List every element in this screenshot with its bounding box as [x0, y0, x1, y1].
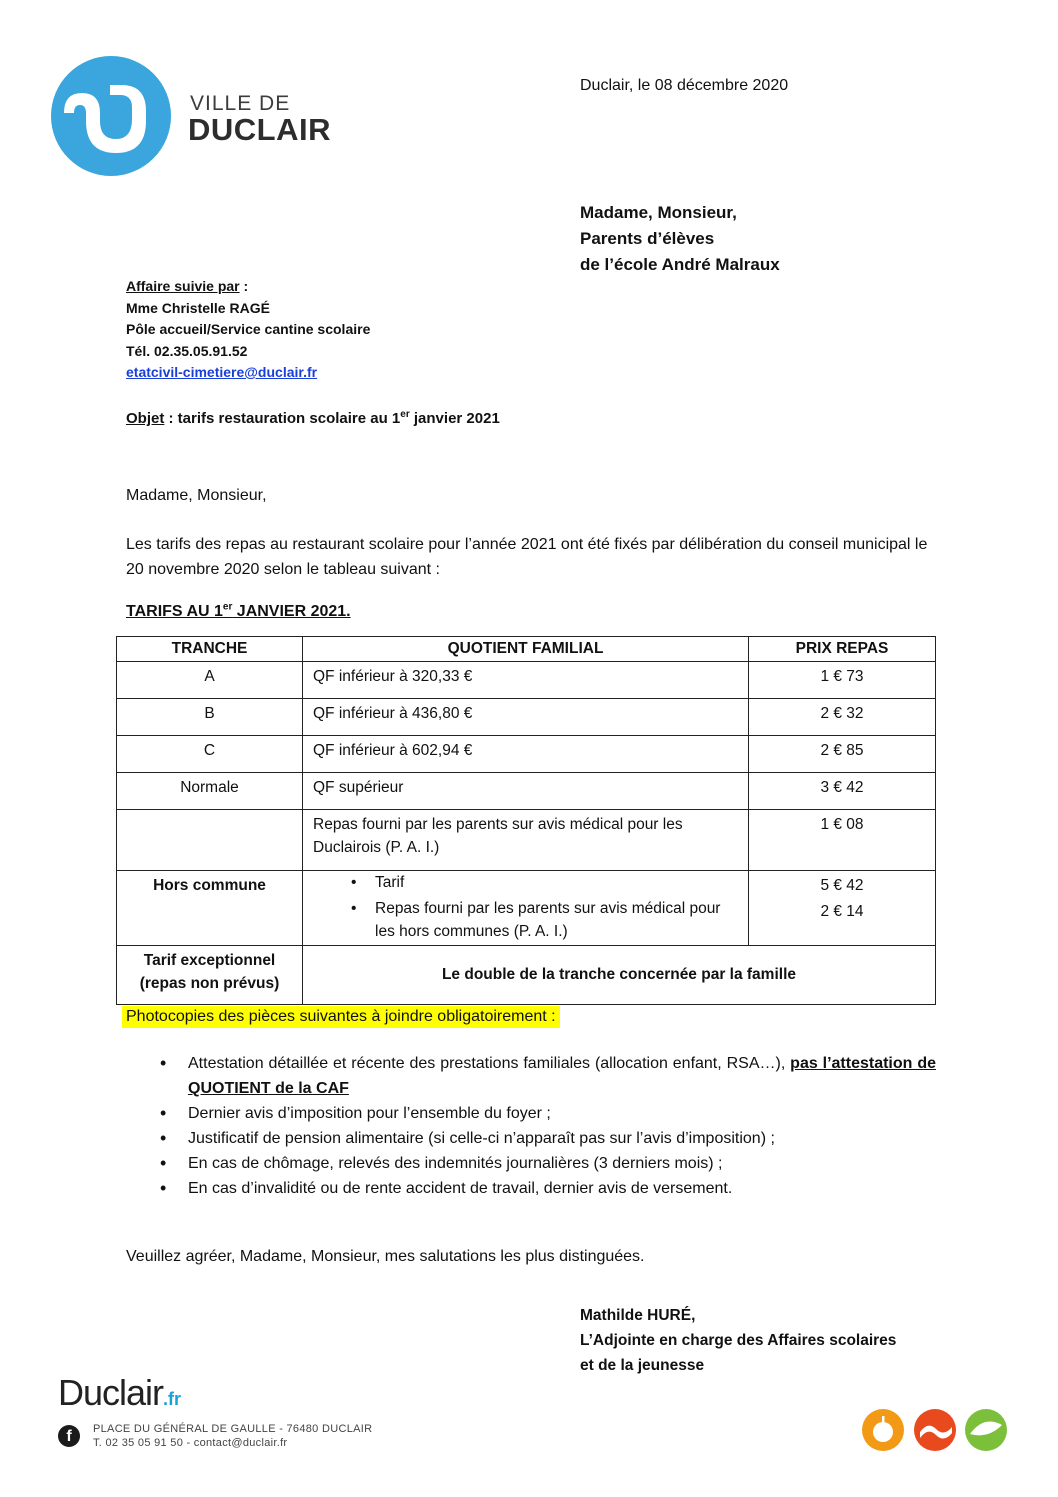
- quotient-cell: QF supérieur: [313, 779, 404, 796]
- subject-text-end: janvier 2021: [409, 410, 500, 427]
- recipient-block: [580, 200, 780, 278]
- subject-sup: er: [400, 409, 410, 420]
- table-header-row: [117, 637, 936, 662]
- intro-paragraph: Les tarifs des repas au restaurant scolaire pour l’année 2021 ont été fixés par délibération du conseil municipal le 20 novembre 2020 selon le tableau suivant :: [126, 536, 928, 578]
- contact-label-suffix: :: [239, 278, 249, 294]
- list-item: • En cas d’invalidité ou de rente accident de travail, dernier avis de versement.: [160, 1176, 936, 1201]
- prix-cell: 2 € 32: [820, 705, 864, 722]
- tranche-cell: [127, 810, 292, 813]
- tarifs-table: [116, 636, 936, 1005]
- quotient-cell: QF inférieur à 320,33 €: [313, 668, 473, 685]
- tranche-cell: C: [203, 742, 216, 759]
- tranche-cell: Hors commune: [153, 877, 266, 894]
- tarifs-title-end: JANVIER 2021.: [232, 603, 351, 620]
- quotient-cell: Repas fourni par les parents sur avis médical pour les Duclairois (P. A. I.): [313, 816, 683, 856]
- list-item-text: Attestation détaillée et récente des prestations familiales (allocation enfant, RSA…),: [188, 1055, 791, 1072]
- logo-line1: VILLE DE: [190, 92, 291, 115]
- tarifs-title: [126, 603, 351, 621]
- contact-email-link[interactable]: etatcivil-cimetiere@duclair.fr: [126, 364, 318, 380]
- contact-block: [126, 276, 370, 384]
- subject-text: : tarifs restauration scolaire au 1: [164, 410, 401, 427]
- logo-line2: DUCLAIR: [188, 112, 331, 147]
- prix-cell: 5 € 42: [820, 877, 864, 894]
- signature-block: [580, 1303, 896, 1378]
- table-row-exceptionnel: [117, 946, 936, 1005]
- tranche-cell: A: [204, 668, 215, 685]
- prix-cell: 3 € 42: [820, 779, 864, 796]
- recipient-line: Parents d’élèves: [580, 229, 715, 248]
- letter-date: Duclair, le 08 décembre 2020: [580, 77, 789, 94]
- salutation: Madame, Monsieur,: [126, 487, 267, 504]
- table-row: [117, 810, 936, 871]
- recipient-line: de l’école André Malraux: [580, 255, 780, 274]
- prix-cell: 1 € 73: [820, 668, 864, 685]
- tranche-cell: B: [204, 705, 215, 722]
- subject-label: Objet: [126, 410, 165, 427]
- list-item: • Justificatif de pension alimentaire (si celle-ci n’apparaît pas sur l’avis d’imposition) ;: [160, 1126, 936, 1151]
- footer-logo: [58, 1372, 181, 1414]
- pieces-list: [160, 1051, 936, 1201]
- pieces-title: Photocopies des pièces suivantes à joindre obligatoirement :: [122, 1006, 560, 1028]
- list-item-emphasis: pas l’attestation de QUOTIENT de la CAF: [188, 1055, 936, 1097]
- list-item: • Repas fourni par les parents sur avis médical pour les hors communes (P. A. I.): [313, 897, 738, 943]
- footer-logo-main: Duclair: [58, 1372, 164, 1413]
- contact-phone: Tél. 02.35.05.91.52: [126, 342, 248, 359]
- table-row-hors-commune: [117, 871, 936, 946]
- footer-contact-line: T. 02 35 05 91 50 - contact@duclair.fr: [93, 1437, 288, 1449]
- tarifs-title-text: TARIFS AU 1: [126, 603, 223, 620]
- list-item: • Tarif: [313, 871, 738, 894]
- prix-cell: 1 € 08: [820, 816, 864, 833]
- header-prix: PRIX REPAS: [749, 637, 936, 662]
- list-item: • En cas de chômage, relevés des indemnités journalières (3 derniers mois) ;: [160, 1151, 936, 1176]
- hors-commune-list: [313, 871, 738, 943]
- header-tranche: TRANCHE: [117, 637, 303, 662]
- quotient-cell: QF inférieur à 436,80 €: [313, 705, 473, 722]
- prix-cell: 2 € 85: [820, 742, 864, 759]
- wave-label-icon: [914, 1409, 956, 1451]
- table-row: [117, 699, 936, 736]
- facebook-icon[interactable]: f: [58, 1425, 80, 1447]
- contact-label: Affaire suivie par: [126, 278, 240, 294]
- table-row: [117, 662, 936, 699]
- table-row: [117, 736, 936, 773]
- signature-line: et de la jeunesse: [580, 1357, 705, 1374]
- subject-line: [126, 410, 500, 427]
- footer-address-line: PLACE DU GÉNÉRAL DE GAULLE - 76480 DUCLAIR: [93, 1423, 373, 1435]
- footer-address: [93, 1422, 372, 1450]
- list-item: • Dernier avis d’imposition pour l’ensemble du foyer ;: [160, 1101, 936, 1126]
- closing-formula: Veuillez agréer, Madame, Monsieur, mes salutations les plus distinguées.: [126, 1248, 645, 1265]
- ville-de-duclair-logo: [50, 55, 172, 177]
- apple-label-icon: [862, 1409, 904, 1451]
- list-item: [160, 1051, 936, 1101]
- recipient-line: Madame, Monsieur,: [580, 203, 737, 222]
- tranche-cell: Tarif exceptionnel (repas non prévus): [139, 952, 280, 992]
- exceptionnel-text: Le double de la tranche concernée par la famille: [303, 946, 936, 1005]
- signature-line: Mathilde HURÉ,: [580, 1307, 696, 1324]
- tranche-cell: Normale: [180, 779, 239, 796]
- leaf-label-icon: [965, 1409, 1007, 1451]
- quotient-cell: QF inférieur à 602,94 €: [313, 742, 473, 759]
- prix-cell: 2 € 14: [820, 903, 864, 920]
- footer-logo-suffix: .fr: [163, 1389, 182, 1409]
- contact-name: Mme Christelle RAGÉ: [126, 299, 270, 316]
- signature-line: L’Adjointe en charge des Affaires scolaires: [580, 1332, 897, 1349]
- contact-service: Pôle accueil/Service cantine scolaire: [126, 321, 371, 337]
- table-row: [117, 773, 936, 810]
- labels-badges: [860, 1407, 1010, 1453]
- header-quotient: QUOTIENT FAMILIAL: [303, 637, 749, 662]
- tarifs-title-sup: er: [222, 601, 233, 613]
